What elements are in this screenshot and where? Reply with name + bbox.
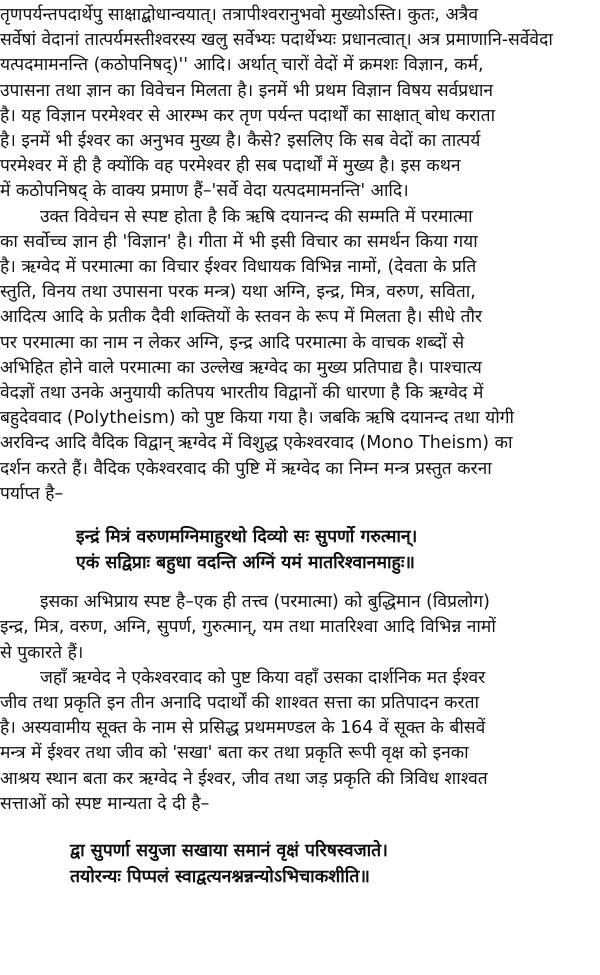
text-line: है। ऋग्वेद में परमात्मा का विचार ईश्वर विधायक विभिन्न नामों, (देवता के प्रति (0, 257, 477, 278)
text-line: है। यह विज्ञान परमेश्वर से आरम्भ कर तृण पर्यन्त पदार्थों का साक्षात् बोध कराता (0, 105, 496, 126)
verse-line: तयोरन्यः पिप्पलं स्वाद्वत्यनश्नन्नन्योऽभिचाकशीति॥ (70, 866, 370, 887)
text-line: अरविन्द आदि वैदिक विद्वान् ऋग्वेद में विशुद्ध एकेश्वरवाद (Mono Theism) का (0, 433, 513, 454)
text-line: अभिहित होने वाले परमात्मा का उल्लेख ऋग्वेद का मुख्य प्रतिपाद्य है। पाश्चात्य (0, 357, 482, 378)
text-line: बहुदेववाद (Polytheism) को पुष्ट किया गया है। जबकि ऋषि दयानन्द तथा योगी (0, 408, 514, 429)
text-line: में कठोपनिषद् के वाक्य प्रमाण हैं–'सर्वे वेदा यत्पदमामनन्ति' आदि। (0, 181, 409, 202)
text-line: उपासना तथा ज्ञान का विवेचन मिलता है। इनमें भी प्रथम विज्ञान विषय सर्वप्रधान (0, 80, 494, 101)
verse-line: द्वा सुपर्णा सयुजा सखाया समानं वृक्षं परिषस्वजाते। (70, 841, 388, 862)
sanskrit-verse-1 (0, 525, 596, 576)
text-line: का सर्वोच्च ज्ञान ही 'विज्ञान' है। गीता में भी इसी विचार का समर्थन किया गया (0, 231, 478, 252)
text-line: यत्पदमामनन्ति (कठोपनिषद्)'' आदि। अर्थात् चारों वेदों में क्रमशः विज्ञान, कर्म, (0, 55, 484, 76)
text-line: सर्वेषां वेदानां तात्पर्यमस्तीश्वरस्य खलु सर्वेभ्यः पदार्थेभ्यः प्रधानत्वात्। अत्र प्रमाणानि-सर्वेवेदा (0, 30, 553, 51)
verse-line: इन्द्रं मित्रं वरुणमग्निमाहुरथो दिव्यो सः सुपर्णो गरुत्मान्। (76, 527, 418, 548)
text-line: इन्द्र, मित्र, वरुण, अग्नि, सुपर्ण, गुरुत्मान्, यम तथा मातरिश्वा आदि विभिन्न नामों (0, 617, 496, 638)
text-line: तृणपर्यन्तपदार्थेपु साक्षाद्बोधान्वयात्। तत्रापीश्वरानुभवो मुख्योऽस्ति। कुतः, अत्रैव (0, 5, 479, 25)
verse-line: एकं सद्विप्राः बहुधा वदन्ति अग्निं यमं मातरिश्वानमाहुः॥ (76, 552, 415, 573)
paragraph-2 (0, 205, 596, 507)
paragraph-3 (0, 590, 596, 666)
text-line: परमेश्वर में ही है क्योंकि वह परमेश्वर ही सब पदार्थों में मुख्य है। इस कथन (0, 156, 461, 177)
paragraph-4 (0, 666, 596, 817)
text-line: स्तुति, विनय तथा उपासना परक मन्त्र) यथा अग्नि, इन्द्र, मित्र, वरुण, सविता, (0, 282, 476, 303)
text-line: सत्ताओं को स्पष्ट मान्यता दे दी है– (0, 793, 210, 814)
text-line: से पुकारते हैं। (0, 642, 84, 663)
text-line: पर्याप्त है– (0, 483, 64, 504)
text-line: वेदज्ञों तथा उनके अनुयायी कतिपय भारतीय विद्वानों की धारणा है कि ऋग्वेद में (0, 383, 484, 404)
text-line: पर परमात्मा का नाम न लेकर अग्नि, इन्द्र आदि परमात्मा के वाचक शब्दों से (0, 332, 465, 353)
text-line: आदित्य आदि के प्रतीक दैवी शक्तियों के स्तवन के रूप में मिलता है। सीधे तौर (0, 307, 483, 328)
paragraph-1 (0, 3, 596, 205)
text-line: आश्रय स्थान बता कर ऋग्वेद ने ईश्वर, जीव तथा जड़ प्रकृति की त्रिविध शाश्वत (0, 768, 488, 789)
sanskrit-verse-2 (0, 839, 596, 890)
text-line: है। अस्यवामीय सूक्त के नाम से प्रसिद्ध प्रथममण्डल के 164 वें सूक्त के बीसवें (0, 718, 486, 739)
text-line: उक्त विवेचन से स्पष्ट होता है कि ऋषि दयानन्द की सम्मति में परमात्मा (40, 206, 473, 227)
text-line: जहाँ ऋग्वेद ने एकेश्वरवाद को पुष्ट किया वहाँ उसका दार्शनिक मत ईश्वर (40, 667, 486, 688)
text-line: है। इनमें भी ईश्वर का अनुभव मुख्य है। कैसे? इसलिए कि सब वेदों का तात्पर्य (0, 131, 481, 152)
text-line: मन्त्र में ईश्वर तथा जीव को 'सखा' बता कर तथा प्रकृति रूपी वृक्ष को इनका (0, 743, 469, 764)
text-line: इसका अभिप्राय स्पष्ट है–एक ही तत्त्व (परमात्मा) को बुद्धिमान (विप्रलोग) (40, 592, 490, 613)
text-line: जीव तथा प्रकृति इन तीन अनादि पदार्थों की शाश्वत सत्ता का प्रतिपादन करता (0, 693, 480, 714)
text-line: दर्शन करते हैं। वैदिक एकेश्वरवाद की पुष्टि में ऋग्वेद का निम्न मन्त्र प्रस्तुत करना (0, 458, 492, 479)
